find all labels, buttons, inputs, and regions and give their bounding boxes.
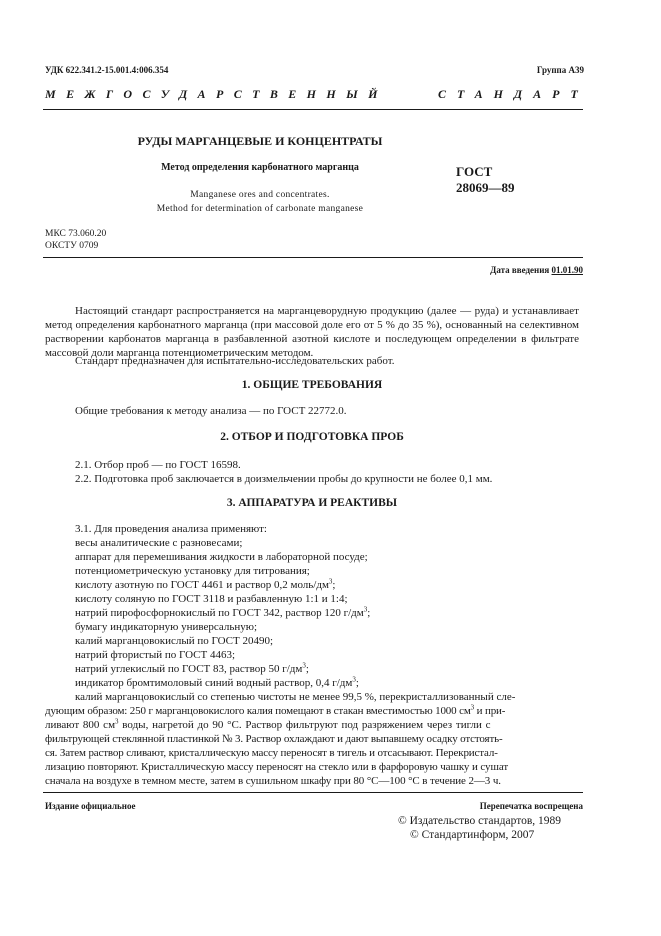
section-2-heading: 2. ОТБОР И ПОДГОТОВКА ПРОБ xyxy=(220,431,404,443)
intro-date-label: Дата введения xyxy=(490,265,550,275)
reprint-forbidden: Перепечатка воспрещена xyxy=(479,801,583,811)
okstu-code: ОКСТУ 0709 xyxy=(45,241,99,251)
intro-paragraph: Настоящий стандарт распространяется на марганцеворудную продукцию (далее — руда) и устанавливает метод определения карбонатного марганца (при массовой доле его от 5 % до 35 %), основанный на селективном растворении карбонатов марганца в разбавленной азотной кислоте и последующем определении в фильтрате массовой доли марганца потенциометрическим методом. xyxy=(45,305,579,359)
permanganate-line-2: дующим образом: 250 г марганцовокислого калия помещают в стакан вместимостью 1000 $см^3$ и при- xyxy=(45,703,506,717)
section-1-text: Общие требования к методу анализа — по ГОСТ 22772.0. xyxy=(75,405,347,417)
section-3-lead: 3.1. Для проведения анализа применяют: xyxy=(75,523,267,535)
document-title: РУДЫ МАРГАНЦЕВЫЕ И КОНЦЕНТРАТЫ xyxy=(137,134,383,148)
permanganate-line-5: ся. Затем раствор сливают, кристаллическую массу переносят в тигель и отсасывают. Перекристал- xyxy=(45,747,498,759)
edition-official: Издание официальное xyxy=(45,801,136,811)
reagent-bromothymol-blue: индикатор бромтимоловый синий водный раствор, 0,4 $г/дм^3$; xyxy=(75,675,359,689)
copyright-1989: © Издательство стандартов, 1989 xyxy=(398,815,562,827)
copyright-2007: © Стандартинформ, 2007 xyxy=(410,829,535,841)
gost-number: 28069—89 xyxy=(456,180,515,195)
reagent-potassium-permanganate: калий марганцовокислый по ГОСТ 20490; xyxy=(75,635,274,647)
section-3-heading: 3. АППАРАТУРА И РЕАКТИВЫ xyxy=(226,497,398,509)
mks-code: МКС 73.060.20 xyxy=(45,229,107,239)
permanganate-line-3: ливают 800 $см^3$ воды, нагретой до 90 °С. Раствор фильтруют под разряжением через тигли с xyxy=(45,717,491,731)
footer-rule xyxy=(43,792,583,793)
group-code: Группа А39 xyxy=(536,65,584,75)
header-rule xyxy=(43,109,583,110)
intro-date xyxy=(490,265,583,275)
reagent-sodium-carbonate: натрий углекислый по ГОСТ 83, раствор 50 $г/дм^3$; xyxy=(75,661,309,675)
permanganate-line-6: лизацию повторяют. Кристаллическую массу переносят на стекло или в фарфоровую чашку и сушат xyxy=(45,761,509,773)
intro-purpose: Стандарт предназначен для испытательно-исследовательских работ. xyxy=(75,355,395,367)
english-title-line1: Manganese ores and concentrates. xyxy=(190,190,330,200)
permanganate-line-1: калий марганцовокислый со степенью чистоты не менее 99,5 %, перекристаллизованный сле- xyxy=(75,691,516,703)
section-2-item-2: 2.2. Подготовка проб заключается в доизмельчении пробы до крупности не более 0,1 мм. xyxy=(75,473,493,485)
section-2-item-1: 2.1. Отбор проб — по ГОСТ 16598. xyxy=(75,459,241,471)
permanganate-line-4: фильтрующей стеклянной пластинкой № 3. Раствор охлаждают и дают выпавшему осадку отстоять- xyxy=(45,733,503,745)
reagent-scales: весы аналитические с разновесами; xyxy=(75,537,243,549)
standard-type-left: МЕЖГОСУДАРСТВЕННЫЙ xyxy=(45,87,388,101)
reagent-indicator-paper: бумагу индикаторную универсальную; xyxy=(75,621,258,633)
section-1-heading: 1. ОБЩИЕ ТРЕБОВАНИЯ xyxy=(241,379,383,391)
english-title-line2: Method for determination of carbonate manganese xyxy=(156,204,364,214)
udk-code: УДК 622.341.2-15.001.4:006.354 xyxy=(45,65,169,75)
reagent-potentiometer: потенциометрическую установку для титрования; xyxy=(75,565,310,577)
reagent-nitric-acid: кислоту азотную по ГОСТ 4461 и раствор 0,2 моль/$дм^3$; xyxy=(75,577,336,591)
reagent-sodium-fluoride: натрий фтористый по ГОСТ 4463; xyxy=(75,649,236,661)
document-subtitle: Метод определения карбонатного марганца xyxy=(161,162,359,173)
permanganate-line-7: сначала на воздухе в темном месте, затем в сушильном шкафу при 80 °С—100 °С в течение 2—3 ч. xyxy=(45,775,501,787)
reagent-sodium-pyrophosphate: натрий пирофосфорнокислый по ГОСТ 342, раствор 120 $г/дм^3$; xyxy=(75,605,371,619)
intro-date-value: 01.01.90 xyxy=(551,265,583,275)
reagent-hydrochloric-acid: кислоту соляную по ГОСТ 3118 и разбавленную 1:1 и 1:4; xyxy=(75,593,348,605)
reagent-mixer: аппарат для перемешивания жидкости в лабораторной посуде; xyxy=(75,551,368,563)
standard-type-right: СТАНДАРТ xyxy=(438,87,589,101)
gost-label: ГОСТ xyxy=(456,164,493,179)
title-rule xyxy=(43,257,583,258)
